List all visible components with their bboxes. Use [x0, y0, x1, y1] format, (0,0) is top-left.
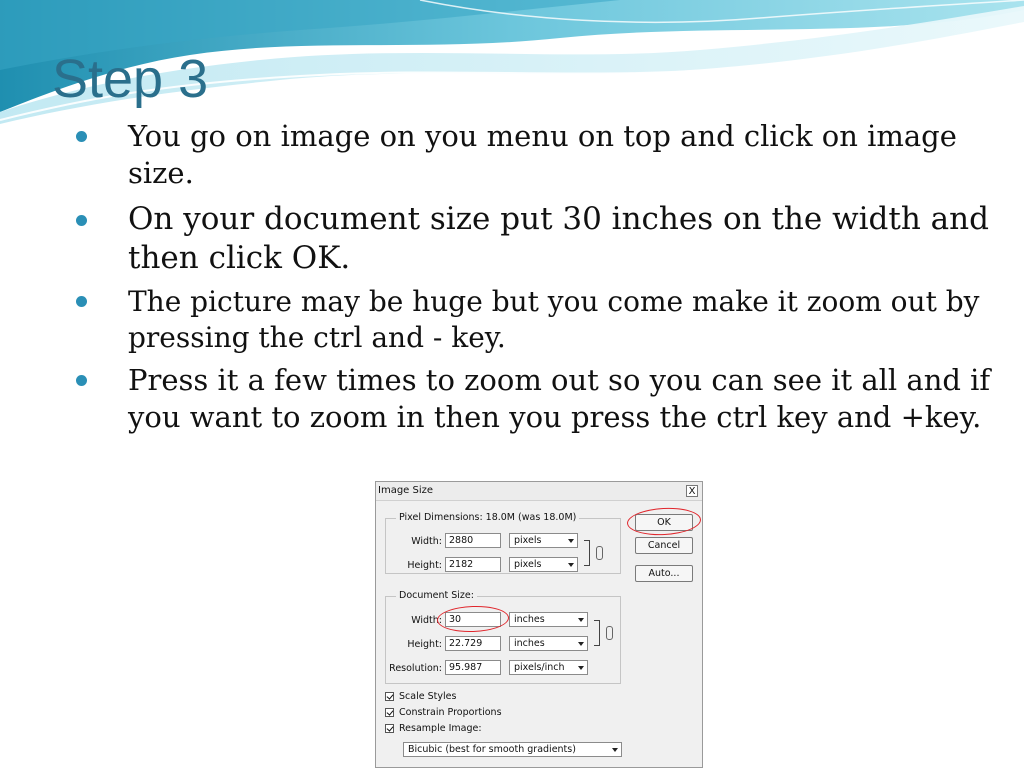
checkbox-checked-icon: [385, 708, 394, 717]
link-bracket-icon: [594, 620, 600, 646]
chevron-down-icon: [578, 666, 584, 670]
doc-width-field[interactable]: 30: [445, 612, 501, 627]
pixel-width-unit-select[interactable]: [509, 533, 578, 548]
resample-image-label: Resample Image:: [399, 723, 482, 734]
resolution-unit: pixels/inch: [514, 662, 565, 673]
bullet-item: [76, 284, 996, 355]
doc-width-unit-select[interactable]: [509, 612, 588, 627]
chevron-down-icon: [578, 618, 584, 622]
resample-image-checkbox[interactable]: [385, 723, 482, 734]
chevron-down-icon: [612, 748, 618, 752]
pixel-height-field[interactable]: 2182: [445, 557, 501, 572]
doc-height-unit: inches: [514, 638, 545, 649]
bullet-list: [76, 118, 996, 436]
pixel-width-unit: pixels: [514, 535, 542, 546]
resample-method-select[interactable]: [403, 742, 622, 757]
slide-title: Step 3: [52, 49, 209, 109]
checkbox-checked-icon: [385, 692, 394, 701]
pixel-height-unit: pixels: [514, 559, 542, 570]
bullet-text: You go on image on you menu on top and click on image size.: [128, 119, 957, 190]
link-bracket-icon: [584, 540, 590, 566]
doc-height-label: Height:: [407, 639, 442, 650]
pixel-width-label: Width:: [411, 536, 442, 547]
pixel-height-unit-select[interactable]: [509, 557, 578, 572]
pixel-width-field[interactable]: 2880: [445, 533, 501, 548]
bullet-item: [76, 118, 996, 192]
doc-height-field[interactable]: 22.729: [445, 636, 501, 651]
close-icon[interactable]: X: [686, 485, 698, 497]
doc-height-unit-select[interactable]: [509, 636, 588, 651]
bullet-item: [76, 362, 996, 436]
chain-link-icon: [596, 546, 603, 560]
document-size-label: Document Size:: [396, 590, 477, 601]
resolution-field[interactable]: 95.987: [445, 660, 501, 675]
resolution-unit-select[interactable]: [509, 660, 588, 675]
checkbox-checked-icon: [385, 724, 394, 733]
image-size-dialog: [375, 481, 703, 768]
doc-width-unit: inches: [514, 614, 545, 625]
constrain-proportions-label: Constrain Proportions: [399, 707, 502, 718]
chevron-down-icon: [568, 563, 574, 567]
doc-width-label: Width:: [411, 615, 442, 626]
bullet-text: Press it a few times to zoom out so you can see it all and if you want to zoom in then you press the ctrl key and +key.: [128, 363, 991, 435]
scale-styles-checkbox[interactable]: [385, 691, 456, 702]
pixel-dimensions-label: Pixel Dimensions: 18.0M (was 18.0M): [396, 512, 579, 523]
bullet-dot-icon: [76, 375, 87, 386]
bullet-dot-icon: [76, 215, 87, 226]
ok-highlight-circle: [626, 506, 701, 537]
constrain-proportions-checkbox[interactable]: [385, 707, 502, 718]
pixel-height-label: Height:: [407, 560, 442, 571]
chevron-down-icon: [578, 642, 584, 646]
resolution-label: Resolution:: [389, 663, 442, 674]
auto-button[interactable]: Auto...: [635, 565, 693, 582]
chain-link-icon: [606, 626, 613, 640]
chevron-down-icon: [568, 539, 574, 543]
bullet-item: [76, 200, 996, 279]
bullet-dot-icon: [76, 296, 87, 307]
scale-styles-label: Scale Styles: [399, 691, 457, 702]
bullet-text: On your document size put 30 inches on the width and then click OK.: [128, 200, 989, 277]
cancel-button[interactable]: Cancel: [635, 537, 693, 554]
bullet-dot-icon: [76, 131, 87, 142]
dialog-title: Image Size: [378, 485, 434, 496]
ok-button[interactable]: OK: [635, 514, 693, 531]
resample-method: Bicubic (best for smooth gradients): [408, 744, 576, 755]
bullet-text: The picture may be huge but you come make it zoom out by pressing the ctrl and - key.: [128, 285, 980, 354]
